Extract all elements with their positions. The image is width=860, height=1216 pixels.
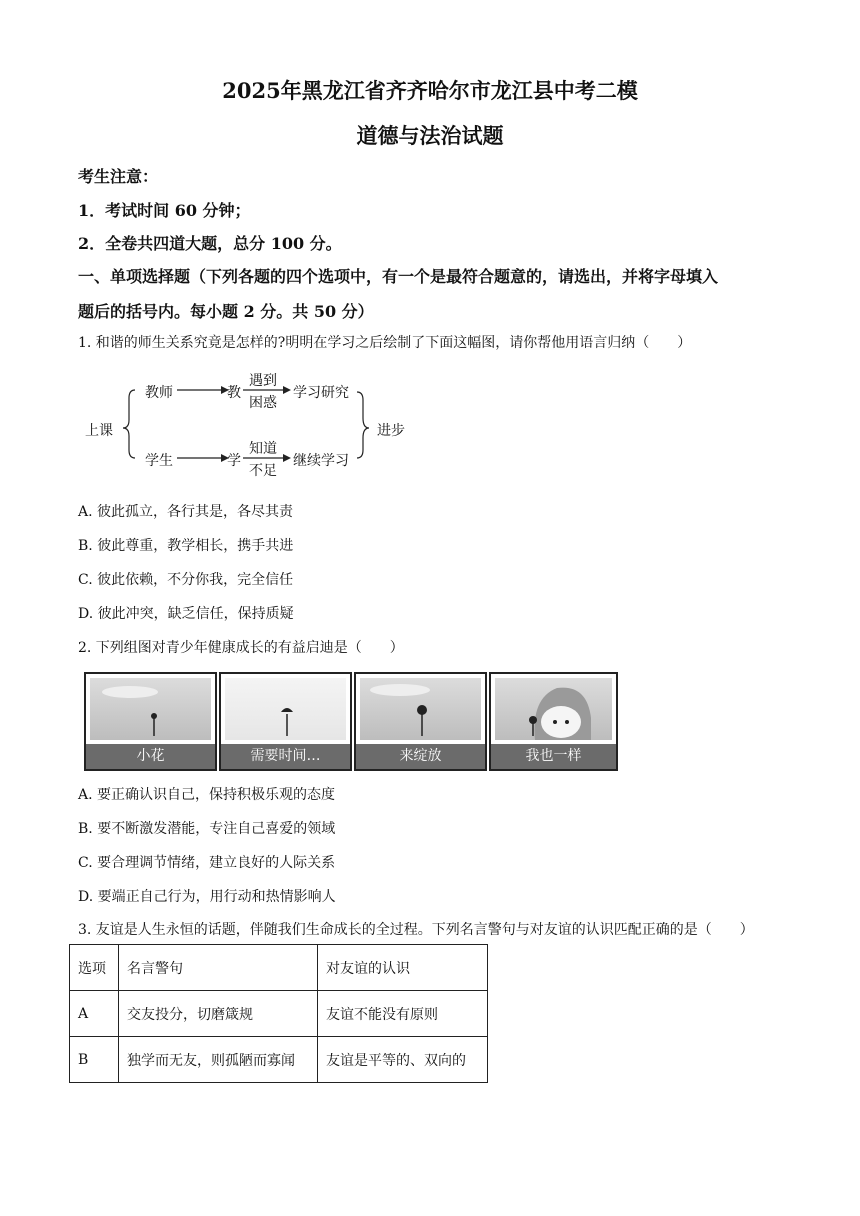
diagram-continue: 继续学习 — [293, 453, 349, 469]
page-title: 2025年黑龙江省齐齐哈尔市龙江县中考二模 — [222, 78, 638, 103]
comic-scene — [495, 678, 612, 740]
table-header-row — [70, 945, 488, 991]
teacher-student-diagram — [85, 368, 425, 480]
table-cell: 友谊是平等的、双向的 — [318, 1037, 488, 1083]
question-2-stem: 2. 下列组图对青少年健康成长的有益启迪是（ ） — [78, 640, 404, 656]
diagram-teach: 教 — [227, 385, 241, 401]
comic-caption: 我也一样 — [491, 744, 616, 769]
q1-option-d: D. 彼此冲突，缺乏信任，保持质疑 — [78, 606, 294, 622]
question-1-stem: 1. 和谐的师生关系究竟是怎样的?明明在学习之后绘制了下面这幅图，请你帮他用语言归纳（ ） — [78, 335, 692, 351]
comic-panel-2 — [219, 672, 352, 771]
diagram-lack: 不足 — [249, 463, 277, 479]
section-heading-line1: 一、单项选择题（下列各题的四个选项中，有一个是最符合题意的，请选出，并将字母填入 — [78, 267, 719, 286]
diagram-teacher: 教师 — [145, 385, 173, 401]
q1-option-b: B. 彼此尊重，教学相长，携手共进 — [78, 538, 294, 554]
girl-with-flower-icon — [495, 678, 612, 740]
notice-heading: 考生注意： — [78, 167, 159, 186]
q3-table — [69, 944, 488, 1083]
section-heading-line2: 题后的括号内。每小题 2 分。共 50 分） — [78, 302, 374, 321]
notice-item-2: 2．全卷共四道大题，总分 100 分。 — [78, 234, 342, 253]
table-cell: 独学而无友，则孤陋而寡闻 — [119, 1037, 318, 1083]
table-cell: A — [70, 991, 119, 1037]
notice-item-1: 1．考试时间 60 分钟； — [78, 201, 251, 220]
comic-caption: 需要时间… — [221, 744, 350, 769]
table-header-cell: 选项 — [70, 945, 119, 991]
comic-caption: 小花 — [86, 744, 215, 769]
table-cell: B — [70, 1037, 119, 1083]
diagram-student: 学生 — [145, 453, 173, 469]
q1-option-a: A. 彼此孤立，各行其是，各尽其责 — [78, 504, 294, 520]
diagram-encounter: 遇到 — [249, 373, 277, 389]
table-row — [70, 1037, 488, 1083]
comic-scene — [225, 678, 346, 740]
flower-icon — [225, 678, 346, 740]
q1-option-c: C. 彼此依赖，不分你我，完全信任 — [78, 572, 294, 588]
flower-icon — [90, 678, 211, 740]
page-subtitle: 道德与法治试题 — [356, 123, 504, 148]
comic-scene — [90, 678, 211, 740]
q2-option-c: C. 要合理调节情绪，建立良好的人际关系 — [78, 855, 336, 871]
comic-caption: 来绽放 — [356, 744, 485, 769]
q2-option-d: D. 要端正自己行为，用行动和热情影响人 — [78, 889, 336, 905]
question-3-stem: 3. 友谊是人生永恒的话题，伴随我们生命成长的全过程。下列名言警句与对友谊的认识匹配正确的是（ ） — [78, 922, 754, 938]
table-cell: 交友投分，切磨箴规 — [119, 991, 318, 1037]
diagram-confusion: 困惑 — [249, 395, 277, 411]
comic-panel-4 — [489, 672, 618, 771]
q2-option-a: A. 要正确认识自己，保持积极乐观的态度 — [78, 787, 336, 803]
comic-scene — [360, 678, 481, 740]
flower-icon — [360, 678, 481, 740]
table-header-cell: 对友谊的认识 — [318, 945, 488, 991]
diagram-end: 进步 — [377, 423, 405, 439]
diagram-know: 知道 — [249, 441, 277, 457]
table-header-cell: 名言警句 — [119, 945, 318, 991]
diagram-study: 学习研究 — [293, 385, 349, 401]
comic-panel-1 — [84, 672, 217, 771]
table-cell: 友谊不能没有原则 — [318, 991, 488, 1037]
table-row — [70, 991, 488, 1037]
q2-option-b: B. 要不断激发潜能，专注自己喜爱的领域 — [78, 821, 336, 837]
diagram-learn: 学 — [227, 453, 241, 469]
comic-panel-3 — [354, 672, 487, 771]
diagram-start: 上课 — [85, 423, 113, 439]
